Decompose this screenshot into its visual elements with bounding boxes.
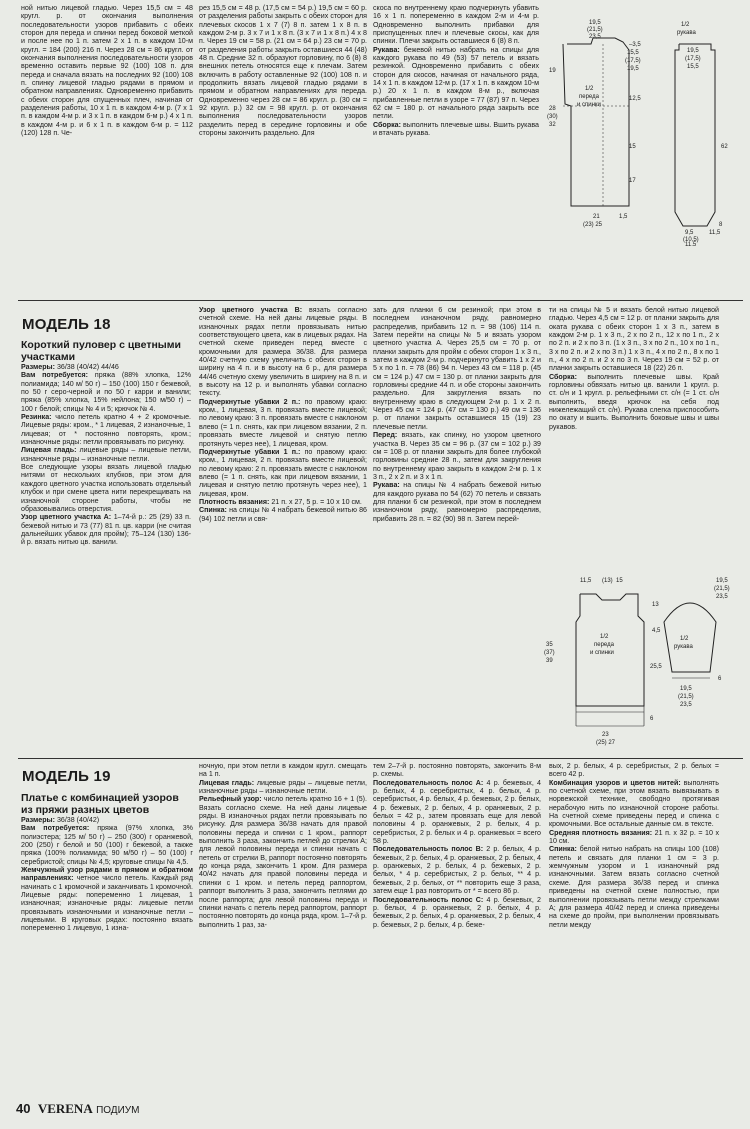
dim-mid-5: (37) bbox=[544, 650, 555, 656]
m18-c2-h4: Спинка: bbox=[199, 506, 230, 515]
m19-c2-h1: Лицевая гладь: bbox=[199, 778, 257, 787]
m19-c1-t0: 36/38 (40/42) bbox=[56, 816, 100, 824]
m19-c1-h0: Размеры: bbox=[21, 816, 57, 824]
model-19-column-3 bbox=[373, 762, 541, 1098]
m18-c1-h5: Узор цветного участка А: bbox=[21, 513, 114, 522]
dim-top-1: 19,5 bbox=[589, 20, 601, 26]
m19-c2-t1: лицевые ряды – лицевые петли, изнаночные ряды – изнаночные петли. bbox=[199, 778, 367, 796]
model-18-c1-body bbox=[21, 363, 191, 547]
scheme-mid-left-label-a: 1/2 bbox=[600, 634, 609, 640]
dim-top-4: –3,5 bbox=[629, 42, 641, 48]
dim-top-24: 11,5 bbox=[685, 242, 697, 246]
m18-c3-t1: вязать, как спинку, но узором цветного участка В. Через 35 см = 96 р. (37 см = 102 р.) 39 см = 108 р. от планки закрыть для более глубокой горловины средние 28 п., затем для закругления по внутреннему краю закрыть в каждом 2-м р. 1 х 3 п., 2 х 2 п. и 3 х 1 п. bbox=[373, 431, 541, 481]
m18-c1-t3: лицевые ряды – лицевые петли, изнаночные ряды – изнаночные петли. bbox=[21, 446, 191, 463]
m18-c1-t2: число петель кратно 4 + 2 кромочные. Лицевые ряды: кром., * 1 лицевая, 2 изнаночные, 1 лицевая; от * постоянно повторять, кром.; изнаночные ряды: петли провязывать по рисунку. bbox=[21, 413, 191, 447]
m18-c2-t4: на спицы № 4 набрать бежевой нитью 86 (94) 102 петли и свя- bbox=[199, 506, 367, 523]
m18-c3-t2: на спицы № 4 набрать бежевой нитью для каждого рукава по 54 (62) 70 петель и связать для планки 6 см резинкой, при этом в последнем изнаночном ряду, равномерно распределив, прибавить 28 п. = 82 (90) 98 п. Затем перей- bbox=[373, 481, 541, 523]
model-19-column-1 bbox=[21, 792, 193, 1092]
top-column-1 bbox=[21, 4, 193, 294]
m18-c1-t4: Все следующие узоры вязать лицевой гладью нитями от нескольких клубков, при этом для каждого цветного участка использовать отдельный клубок и при смене цвета нити перекрещивать на изнаночной стороне работы, чтобы не образовывались отверстия. bbox=[21, 463, 191, 513]
m19-c1-h1: Вам потребуется: bbox=[21, 824, 98, 833]
dim-mid-13: 23,5 bbox=[716, 594, 728, 600]
m19-c1-t2: четное число петель. Каждый ряд начинать с 1 кромочной и заканчивать 1 кромочной. Лицевые ряды: попеременно 1 лицевая, 1 изнаночная; изнаночные ряды: лицевые петли провязывать изнаночными и изнаночные петли – лицевыми. В круговых рядах: постоянно вязать попеременно 1 лицевую, 1 изна- bbox=[21, 874, 193, 933]
m18-c2-t3: 21 п. х 27, 5 р. = 10 х 10 см. bbox=[271, 497, 362, 506]
dim-mid-1: 11,5 bbox=[580, 578, 592, 584]
m18-c4-t0: ти на спицы № 5 и вязать белой нитью лицевой гладью. Через 4,5 см = 12 р. от планки закрыть для оката рукава с обеих сторон 1 х 3 п., затем в каждом 2-м р. 1 х 3 п., 2 х по 2 п., 12 х по 1 п., 2 х по 2 п. и 2 х по 3 п. (1 х 3 п., 3 х по 2 п., 10 х по 1 п., 3 х по 2 п. и 2 х по 3 п.) 1 х 3 п., 4 х по 2 п., 8 х по 1 п., 4 х по 2 п. и 2 х по 3 п. Через 19 см = 52 р. от планки закрыть оставшиеся 18 (22) 26 п. bbox=[549, 306, 719, 373]
m18-c3-h2: Рукава: bbox=[373, 481, 404, 490]
dim-mid-3: 15 bbox=[616, 578, 623, 584]
dim-top-3: 23,5 bbox=[589, 34, 601, 40]
dim-top-7: 19,5 bbox=[627, 66, 639, 72]
dim-mid-11: 19,5 bbox=[716, 578, 728, 584]
dim-mid-17: 19,5 bbox=[680, 686, 692, 692]
dim-top-11: 32 bbox=[549, 122, 556, 128]
m18-c2-h2: Подчеркнутые убавки 1 п.: bbox=[199, 447, 305, 456]
scheme-mid-right-label-b: рукава bbox=[674, 644, 693, 650]
svg-text:переда: переда bbox=[594, 642, 614, 648]
scheme-mid-left-label-b: и спинки bbox=[590, 650, 614, 656]
model-19-title: МОДЕЛЬ 19 bbox=[22, 768, 111, 785]
m18-c1-t5: 1–74-й р.: 25 (29) 33 п. бежевой нитью и 73 (77) 81 п. цв. карри (не считая дальнейших убавок для пройм); 75–124 (130) 136-й р. вязать нитью цв. ванили. bbox=[21, 513, 191, 547]
dim-mid-7: 25,5 bbox=[650, 664, 662, 670]
dim-top-20: (17,5) bbox=[685, 56, 701, 62]
m18-c2-t2: по правому краю: кром., 1 лицевая, 2 п. провязать вместе лицевой; по левому краю: 2 п. провязать вместе с наклоном влево (= 1 п. снять, как при лицевом вязании, 1 лицевая и снятую петлю протянуть через нее), 1 лицевая, кром. bbox=[199, 447, 367, 498]
m18-c1-h3: Лицевая гладь: bbox=[21, 446, 80, 455]
m19-c2-t2: число петель кратно 16 + 1 (5). Вязать согласно схеме. На ней даны лицевые ряды. В изнаночных рядах петли провязывать по рисунку. Для размера 36/38 начать для правой половины переда и спинки с 1 кром., раппорт выполнить 3 раза, закончить петлей до стрелки А; для левой половины переда и спинки начать с петель от стрелки В, раппорт постоянно повторять до конца ряда, закончить 1 кром. Для размера 40/42 начать для правой половины переда и спинки с 1 кром. и петель перед раппортом, раппорт выполнить 3 раза, закончить петлями до после раппорта; для левой половины переда и спинки начать с петель перед раппортом, раппорт постоянно повторять до конца ряда, кром. 1–7-й р. выполнить 1 раз, за- bbox=[199, 795, 367, 929]
dim-top-17: 1,5 bbox=[619, 214, 628, 220]
top-text-2: рез 15,5 см = 48 р. (17,5 см = 54 р.) 19,5 см = 60 р. от разделения работы закрыть с обеих сторон для плечевых скосов 1 х 7 (7) 8 п. затем 1 х 8 п. в каждом 2-м р. 3 х 7 и 1 х 8 п. (3 х 7 и 1 х 8 п.) 4 х 8 п. Через 19 см = 58 р. (21 см = 64 р.) 23 см = 70 р. от разделения работы закрыть оставшиеся 44 (48) 48 п. Средние 32 п. образуют горловину, по 6 (8) 8 внешних петель относятся еще к плечам. Затем включить в работу оставленные 92 (100) 108 п. и продолжить вязать лицевой гладью рядами в прямом и обратном направлениях для переда. Одновременно через 28 см = 86 кругл. р. (30 см = 92 кругл. р.) 32 см = 98 кругл. р. от окончания выполнения последовательности узоров разделить перед в середине горловины и обе стороны закончить раздельно. Для bbox=[199, 4, 367, 138]
dim-top-22: 9,5 bbox=[685, 230, 694, 236]
dim-top-21: 15,5 bbox=[687, 64, 699, 70]
m19-c3-t3: 4 р. бежевых, 2 р. белых, 4 р. оранжевых, 2 р. белых, 4 р. бежевых, 2 р. белых, 4 р. оранжевых, 2 р. белых, 4 р. бежевых, 2 р. белых, 4 р. беже- bbox=[373, 895, 541, 929]
dim-top-23: (10,5) bbox=[683, 237, 699, 243]
dim-mid-15: 4,5 bbox=[652, 628, 661, 634]
dim-mid-10: (25) 27 bbox=[596, 740, 616, 746]
m19-c3-h2: Последовательность полос В: bbox=[373, 845, 487, 854]
m19-c2-t0: ночную, при этом петли в каждом кругл. смещать на 1 п. bbox=[199, 762, 367, 779]
m19-c4-h3: Спинка: bbox=[549, 845, 580, 854]
sleeves-heading: Рукава: bbox=[373, 45, 400, 54]
brand-sub: ПОДИУМ bbox=[96, 1105, 140, 1116]
page-number: 40 bbox=[16, 1101, 31, 1116]
top-column-3 bbox=[373, 4, 539, 294]
dim-top-9: 28 bbox=[549, 106, 556, 112]
model-18-column-3 bbox=[373, 306, 541, 756]
model-19-column-4 bbox=[549, 762, 719, 1108]
m19-c4-t1: выполнять по счетной схеме, при этом вязать вывязывать в норвежской технике, свободно протягивая нерабочую нить по изнаночной стороне работы. На счетной схеме приведены перед и спинка с кромочными. Все остальные данные см. в тексте. bbox=[549, 778, 719, 829]
scheme-top-left-label-a: 1/2 bbox=[585, 86, 594, 92]
m18-c2-h3: Плотность вязания: bbox=[199, 497, 272, 506]
model-18-title: МОДЕЛЬ 18 bbox=[22, 316, 111, 333]
dim-top-26: 11,5 bbox=[709, 230, 721, 236]
scheme-top-right-label-b: рукава bbox=[677, 30, 696, 36]
dim-top-14: 17 bbox=[629, 178, 636, 184]
dim-mid-4: 35 bbox=[546, 642, 553, 648]
m19-c1-t1: пряжа (97% хлопка, 3% полиэстера; 125 м/ 50 г) – 250 (300) г оранжевой, 200 (250) г белой и 50 (100) г бежевой, а также пряжа (100% полиамида; 90 м/50 г) – 50 (100) г серебристой; спицы № 4,5; круговые спицы № 4,5. bbox=[21, 824, 193, 866]
model-18-column-1 bbox=[21, 339, 191, 744]
top-column-2 bbox=[199, 4, 367, 294]
dim-top-15: 21 bbox=[593, 214, 600, 220]
dim-top-6: (17,5) bbox=[625, 58, 641, 64]
m19-c3-t1: 4 р. бежевых, 4 р. белых, 4 р. серебристых, 4 р. белых, 4 р. серебристых, 4 р. белых, 4 р. бежевых, 2 р. белых, 4 р. бежевых, 2 р. белых, 4 р. оранжевых, 2 р. белых = 42 р., затем провязать еще для левой половины 4 р. оранжевых, 2 р. белых, 4 р. серебристых, 2 р. белых и 4 р. оранжевых = всего 58 р. bbox=[373, 778, 541, 846]
dim-mid-18: (21,5) bbox=[678, 694, 694, 700]
m18-c1-t1: пряжа (88% хлопка, 12% полиамида; 140 м/ 50 г) – 150 (100) 150 г бежевой, по 50 г серо-черной и по 50 г карри и ванили; пряжа (85% хлопка, 15% нейлона; 150 м/50 г) – 100 г белой; спицы № 4 и 5; крючок № 4. bbox=[21, 371, 191, 413]
model-18-column-4 bbox=[549, 306, 719, 556]
model-19-column-2 bbox=[199, 762, 367, 1098]
dim-top-2: (21,5) bbox=[587, 27, 603, 33]
dim-mid-6: 39 bbox=[546, 658, 553, 664]
m18-c2-h1: Подчеркнутые убавки 2 п.: bbox=[199, 397, 305, 406]
pattern-scheme-top bbox=[543, 16, 743, 246]
m19-c4-t2: 21 п. х 32 р. = 10 х 10 см. bbox=[549, 828, 719, 846]
m18-c4-t1: выполнить плечевые швы. Край горловины обвязать нитью цв. ванили 1 кругл. р. ст. с/н и 1 кругл. р. рельефными ст. с/н (= 1 ст. с/н выполнить, введя крючок на себя под нижележащий ст. с/н). Рукава слегка приспособить по окату и вшить. Выполнить боковые швы и швы рукавов. bbox=[549, 372, 719, 431]
m18-c2-t1: по правому краю: кром., 1 лицевая, 3 п. провязать вместе лицевой; по левому краю: 3 п. провязать вместе с наклоном влево (= 1 п. снять, как при лицевом вязании, 2 п. провязать вместе лицевой и снятую петлю протянуть через нее), 1 лицевая, кром. bbox=[199, 397, 367, 448]
dim-top-18: 62 bbox=[721, 144, 728, 150]
dim-mid-19: 23,5 bbox=[680, 702, 692, 708]
model-19-subtitle: Платье с комбинацией узоров из пряжи разных цветов bbox=[21, 792, 179, 816]
dim-top-25: 8 bbox=[719, 222, 723, 228]
dim-mid-12: (21,5) bbox=[714, 586, 730, 592]
dim-top-19: 19,5 bbox=[687, 48, 699, 54]
dim-top-10: (30) bbox=[547, 114, 558, 120]
m19-c3-t0: тем 2–7-й р. постоянно повторять, закончить 8-м р. схемы. bbox=[373, 762, 541, 779]
dim-mid-9: 23 bbox=[602, 732, 609, 738]
svg-text:и спинки: и спинки bbox=[577, 102, 601, 108]
m18-c2-h0: Узор цветного участка В: bbox=[199, 306, 310, 314]
m18-c1-h1: Вам потребуется: bbox=[21, 371, 95, 380]
m19-c4-h2: Средняя плотность вязания: bbox=[549, 828, 655, 837]
dim-mid-2: (13) bbox=[602, 578, 613, 584]
scheme-top-left-label-b: переда bbox=[579, 94, 599, 100]
m19-c3-h3: Последовательность полос С: bbox=[373, 895, 487, 904]
dim-top-5: 15,5 bbox=[627, 50, 639, 56]
sleeves-text: бежевой нитью набрать на спицы для каждого рукава по 49 (53) 57 петель и вязать резинкой. Одновременно прибавить с обеих сторон для скосов, начиная от начального ряда, 14 х 1 п. в каждом 12-м р. (17 х 1 п. в каждом 10-м р.) 20 х 1 п. в каждом 8-м р., включая прибавленные петли в узоре = 77 (87) 97 п. Через 62 см = 180 р. от начального ряда закрыть все петли. bbox=[373, 45, 539, 121]
model-18-column-2 bbox=[199, 306, 367, 746]
divider-model-19 bbox=[18, 758, 743, 759]
m19-c4-t3: белой нитью набрать на спицы 100 (108) петель и связать для планки 1 см = 3 р. жемчужным узором и 1 изнаночный ряд изнаночными. Затем вязать согласно счетной схеме. Для размера 36/38 перед и спинка приведены на счетной схеме полностью, при выполнении провязывать петли между стрелками А; для размера 40/42 перед и спинка приведены на схеме до пройм, при выполнении провязывать петли между bbox=[549, 845, 719, 929]
assembly-heading: Сборка: bbox=[373, 120, 401, 129]
m18-c4-h1: Сборка: bbox=[549, 372, 588, 381]
scheme-mid-right-label-a: 1/2 bbox=[680, 636, 689, 642]
dim-mid-14: 13 bbox=[652, 602, 659, 608]
m19-c4-h1: Комбинация узоров и цветов нитей: bbox=[549, 778, 684, 787]
m19-c4-t0: вых, 2 р. белых, 4 р. серебристых, 2 р. белых = всего 42 р. bbox=[549, 762, 719, 779]
m18-c3-h1: Перед: bbox=[373, 431, 402, 440]
top-text-1: ной нитью лицевой гладью. Через 15,5 см = 48 кругл. р. от окончания выполнения последовательности узоров прибавить с обеих сторон для переда и спинки перед боковой меткой и после нее по 1 п. затем 2 х 1 п. в каждом 10-м кругл. = 184 (200) 216 п. Через 28 см = 86 кругл. от окончания выполнения последовательности узоров временно оставить первые 92 (100) 108 п. для переда и сначала вязать на последних 92 (100) 108 п. спинку лицевой гладью рядами в прямом и обратном направлениях. Одновременно прибавить с обеих сторон для спущенных плеч, начиная от разделения работы, 10 х 1 п. в каждом 4-м р. (7 х 1 п. в каждом 4-м р. и 3 х 1 п. в каждом 6-м р.) 4 х 1 п. в каждом 4-м р. и 6 х 1 п. в каждом 6-м р. = 112 (120) 128 п. Че- bbox=[21, 4, 193, 138]
scheme-top-right-label-a: 1/2 bbox=[681, 22, 690, 28]
m18-c3-t0: зать для планки 6 см резинкой; при этом в последнем изнаночном ряду, равномерно распределив, прибавить 12 п. = 98 (106) 114 п. Затем перейти на спицы № 5 и вязать узором цветного участка А. Через 25,5 см = 70 р. от планки закрыть для пройм с обеих сторон 1 х 3 п., затем в каждом 2-м р. подчеркнуто убавить 1 х 2 и 5 х по 1 п. = 78 (86) 94 п. Через 43 см = 118 р. (45 см = 124 р.) 47 см = 130 р. от планки закрыть для горловины средние 44 п. и обе стороны закончить раздельно. Для закругления вязать по внутреннему краю в следующем 2-м р. 1 х 2 п. Через 45 см = 124 р. (47 см = 130 р.) 49 см = 136 р. от планки закрыть оставшиеся 15 (19) 23 плечевые петли. bbox=[373, 306, 541, 431]
m18-c1-h0: Размеры: bbox=[21, 363, 57, 371]
pattern-scheme-model-18 bbox=[540, 556, 745, 756]
divider-model-18 bbox=[18, 300, 743, 301]
dim-mid-16: 6 bbox=[718, 676, 722, 682]
model-18-subtitle: Короткий пуловер с цветными участками bbox=[21, 339, 181, 363]
dim-mid-8: 6 bbox=[650, 716, 654, 722]
m19-c3-t2: 2 р. белых, 4 р. бежевых, 2 р. белых, 4 р. оранжевых, 2 р. белых, 4 р. оранжевых, 2 р. белых, 4 р. бежевых, 2 р. белых, * 4 р. серебристых, 2 р. белых, ** 4 р. бежевых, 2 р. белых, от ** повторить еще 3 раза, затем еще 1 раз повторить от * = всего 86 р. bbox=[373, 845, 541, 896]
dim-top-12: 12,5 bbox=[629, 96, 641, 102]
m18-c1-h2: Резинка: bbox=[21, 413, 56, 422]
top-text-3: скоса по внутреннему краю подчеркнуть убавить 16 х 1 п. попеременно в каждом 2-м и 4-м р. Одновременно выполнить прибавки для приспущенных плеч и плечевые скосы, как для спинки. Плечи закрыть оставшиеся 6 (8) 8 п. bbox=[373, 4, 539, 46]
m19-c2-h2: Рельефный узор: bbox=[199, 795, 264, 804]
dim-top-16: (23) 25 bbox=[583, 222, 603, 228]
assembly-text: выполнить плечевые швы. Вшить рукава и втачать рукава. bbox=[373, 120, 539, 138]
dim-top-8: 19 bbox=[549, 68, 556, 74]
m18-c2-t0: вязать согласно счетной схеме. На ней даны лицевые ряды. В изнаночных рядах петли провязывать нитью соответствующего цвета, как в лицевых рядах. На счетной схеме приведен перед вместе с кромочными для размера 36/38. Для размера 40/42 счетную схему увеличить с обеих сторон в ширину на 4 п. и в высоту на 6 р., для размера 44/46 счетную схему увеличить в ширину на 8 п. и в высоту на 12 р. и выполнять убавки согласно тексту. bbox=[199, 306, 367, 398]
brand-logo: VERENA bbox=[37, 1101, 93, 1116]
m18-c1-t0: 36/38 (40/42) 44/46 bbox=[56, 363, 119, 371]
page-footer bbox=[16, 1101, 139, 1117]
m19-c3-h1: Последовательность полос А: bbox=[373, 778, 487, 787]
dim-top-13: 15 bbox=[629, 144, 636, 150]
m19-c1-h2: Жемчужный узор рядами в прямом и обратном направлениях: bbox=[21, 866, 193, 883]
